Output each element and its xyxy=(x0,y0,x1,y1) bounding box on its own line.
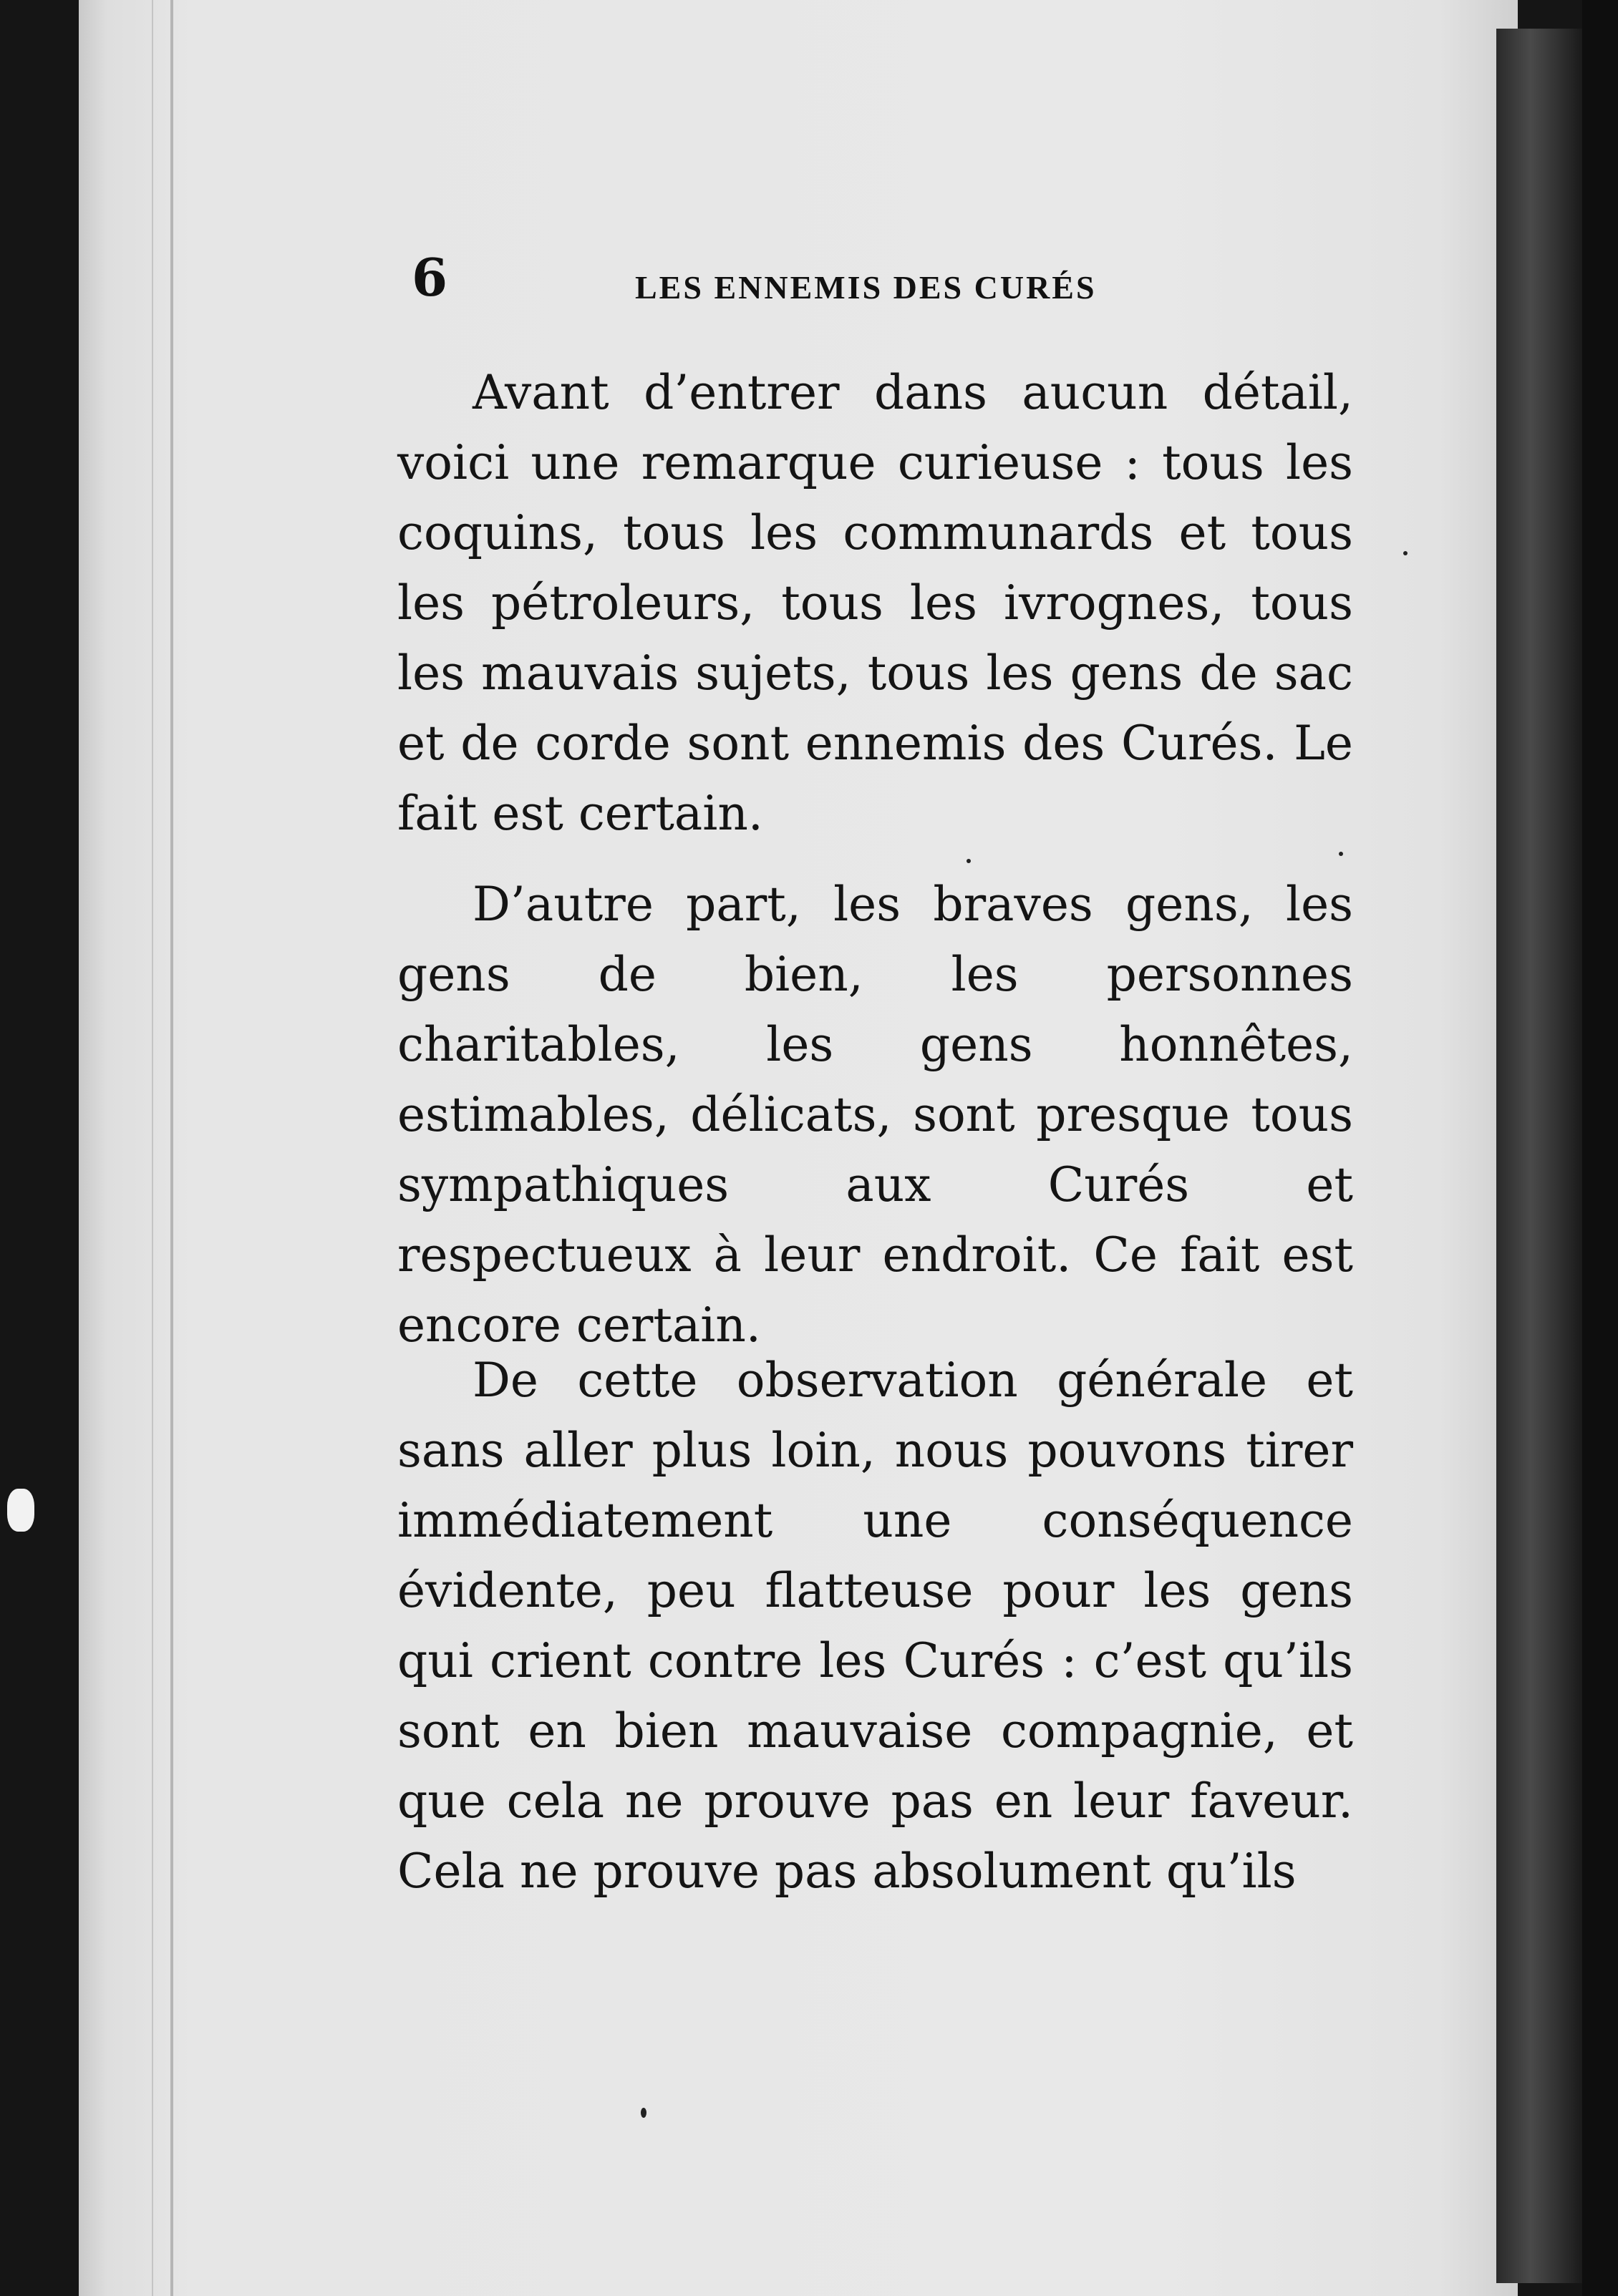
ink-speck xyxy=(1403,551,1408,555)
ink-speck xyxy=(641,2108,646,2118)
running-title: LES ENNEMIS DES CURÉS xyxy=(635,269,1097,306)
ink-speck xyxy=(1339,852,1343,856)
page-header xyxy=(412,247,1400,311)
paragraph-2: D’autre part, les braves gens, les gens de bien, les personnes charitables, les gens honnêtes, estimables, délicats, sont presque tous sympathiques aux Curés et respectueux à leur endroit. Ce fait est encore certain. xyxy=(397,877,1353,1353)
page-number: 6 xyxy=(412,247,448,308)
paragraph-1: Avant d’entrer dans aucun détail, voici une remarque curieuse : tous les coquins, tous les communards et tous les pétroleurs, tous les ivrognes, tous les mauvais sujets, tous les gens de sac et de corde sont ennemis des Curés. Le fait est certain. xyxy=(397,365,1353,841)
paragraph-3: De cette observation générale et sans aller plus loin, nous pouvons tirer immédiatement une conséquence évidente, peu flatteuse pour les gens qui crient contre les Curés : c’est qu’ils sont en bien mauvaise compagnie, et que cela ne prouve pas en leur faveur. Cela ne prouve pas absolument qu’ils xyxy=(397,1353,1353,1899)
scan-border xyxy=(1582,0,1618,2296)
binding-shadow xyxy=(152,0,153,2296)
ink-speck xyxy=(967,859,971,863)
page-stack-edge xyxy=(1496,29,1582,2283)
binding-crease xyxy=(170,0,173,2296)
scan-artifact xyxy=(7,1489,34,1532)
